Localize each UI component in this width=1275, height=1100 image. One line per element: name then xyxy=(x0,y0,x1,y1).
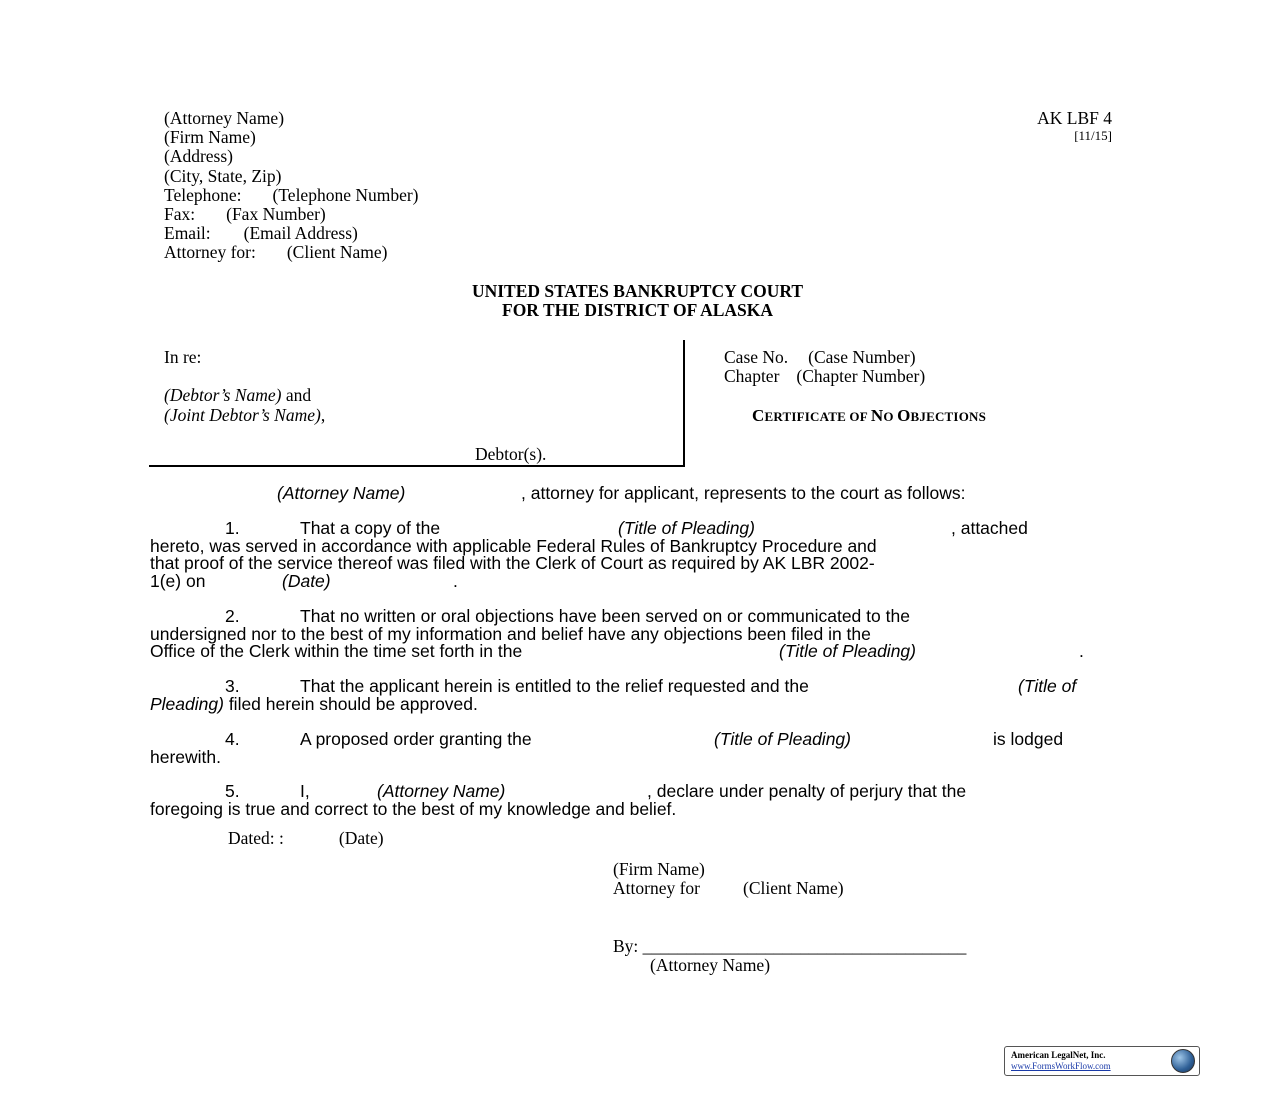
p4-text: is lodged xyxy=(993,729,1064,749)
title-of-pleading-field: Pleading) xyxy=(150,693,224,714)
paragraph-2 xyxy=(150,608,1100,661)
paragraph-4 xyxy=(150,731,1100,766)
p5-text: I, xyxy=(300,781,310,801)
intro-paragraph xyxy=(150,485,1100,503)
p3-text: filed herein should be approved. xyxy=(223,693,478,714)
court-district: FOR THE DISTRICT OF ALASKA xyxy=(502,300,773,321)
and-word: and xyxy=(281,385,312,406)
p5-line: foregoing is true and correct to the best of my knowledge and belief. xyxy=(150,798,677,819)
title-part: O xyxy=(883,409,898,424)
by-label: By: xyxy=(613,936,639,956)
title-of-pleading-field: (Title of xyxy=(1018,676,1077,696)
paragraph-5 xyxy=(150,783,1100,818)
case-no-row xyxy=(724,348,925,367)
paragraph-1 xyxy=(150,520,1100,590)
attorney-for-label: Attorney for: xyxy=(164,242,256,263)
p4-text: A proposed order granting the xyxy=(300,729,532,749)
case-info xyxy=(724,348,925,386)
publisher-url-link[interactable]: www.FormsWorkFlow.com xyxy=(1011,1061,1111,1071)
p2-line: undersigned nor to the best of my information and belief have any objections been filed in the xyxy=(150,623,871,644)
fax-label: Fax: xyxy=(164,203,196,224)
debtor-name: (Debtor’s Name) xyxy=(164,385,282,406)
chapter-value: (Chapter Number) xyxy=(796,366,926,387)
joint-debtor-name: (Joint Debtor’s Name) xyxy=(164,404,321,425)
date-field: (Date) xyxy=(282,570,331,591)
p3-text: That the applicant herein is entitled to the relief requested and the xyxy=(300,676,809,696)
p4-number: 4. xyxy=(225,729,240,749)
case-no-label: Case No. xyxy=(724,347,789,367)
title-of-pleading-field: (Title of Pleading) xyxy=(618,518,755,538)
by-signature-line xyxy=(613,936,966,957)
joint-debtor-comma: , xyxy=(320,404,326,425)
paragraph-3 xyxy=(150,678,1100,713)
p5-number: 5. xyxy=(225,781,240,801)
dated-value: (Date) xyxy=(338,828,384,848)
attorney-info-block xyxy=(164,109,419,263)
title-part: O xyxy=(897,406,911,425)
sig-attorney-for-label: Attorney for xyxy=(613,878,700,899)
caption-horizontal-rule xyxy=(149,465,685,467)
p1-line: hereto, was served in accordance with applicable Federal Rules of Bankruptcy Procedure and xyxy=(150,535,877,556)
attorney-name-field: (Attorney Name) xyxy=(277,483,406,503)
intro-text: , attorney for applicant, represents to the court as follows: xyxy=(521,483,966,503)
joint-debtor-row xyxy=(164,406,325,425)
title-part: BJECTIONS xyxy=(910,409,987,424)
telephone-value: (Telephone Number) xyxy=(272,184,419,205)
form-revision: [11/15] xyxy=(1074,128,1112,144)
telephone-row xyxy=(164,186,419,205)
title-of-pleading-field: (Title of Pleading) xyxy=(714,729,851,749)
form-identifier xyxy=(1037,109,1112,144)
title-of-pleading-field: (Title of Pleading) xyxy=(779,641,916,662)
title-part: N xyxy=(870,406,884,425)
email-value: (Email Address) xyxy=(243,223,358,244)
p4-line: herewith. xyxy=(150,746,222,767)
court-name: UNITED STATES BANKRUPTCY COURT xyxy=(471,281,804,301)
p1-text: 1(e) on xyxy=(150,570,206,591)
publisher-logo[interactable] xyxy=(1004,1046,1200,1076)
dated-row xyxy=(228,828,384,849)
attorney-for-value: (Client Name) xyxy=(286,242,388,263)
p2-text: . xyxy=(1079,641,1084,662)
title-part: C xyxy=(752,406,765,425)
form-code: AK LBF 4 xyxy=(1037,108,1112,128)
firm-name: (Firm Name) xyxy=(164,127,256,148)
dated-label: Dated: : xyxy=(228,828,284,848)
case-no-value: (Case Number) xyxy=(808,347,916,367)
p2-text: That no written or oral objections have been served on or communicated to the xyxy=(300,606,910,626)
city-state-zip: (City, State, Zip) xyxy=(164,165,282,186)
chapter-label: Chapter xyxy=(724,366,780,387)
debtors-label: Debtor(s). xyxy=(475,444,547,464)
email-row xyxy=(164,224,419,243)
chapter-row xyxy=(724,367,925,386)
email-label: Email: xyxy=(164,223,211,244)
fax-row xyxy=(164,205,419,224)
signature-block xyxy=(613,860,844,898)
signer-name: (Attorney Name) xyxy=(650,955,771,975)
p2-text: Office of the Clerk within the time set forth in the xyxy=(150,641,523,662)
telephone-label: Telephone: xyxy=(164,184,242,205)
p1-text: That a copy of the xyxy=(300,518,441,538)
caption-parties xyxy=(164,348,325,425)
fax-value: (Fax Number) xyxy=(226,203,326,224)
attorney-for-row xyxy=(164,243,419,262)
attorney-name: (Attorney Name) xyxy=(164,108,285,128)
signature-underline: _____________________________________ xyxy=(642,936,967,956)
publisher-name: American LegalNet, Inc. xyxy=(1011,1050,1106,1060)
court-heading xyxy=(0,282,1275,320)
p1-text: , attached xyxy=(951,518,1028,538)
sig-attorney-for-row xyxy=(613,879,844,898)
sig-client-name: (Client Name) xyxy=(743,878,844,899)
address: (Address) xyxy=(164,146,234,167)
debtor-row xyxy=(164,386,325,405)
globe-icon xyxy=(1171,1049,1195,1073)
attorney-name-field: (Attorney Name) xyxy=(377,781,506,801)
document-title xyxy=(752,406,986,426)
p3-number: 3. xyxy=(225,676,240,696)
caption-vertical-rule xyxy=(683,340,685,467)
p1-line: that proof of the service thereof was filed with the Clerk of Court as required by AK LBR 2002- xyxy=(150,553,875,574)
p1-text: . xyxy=(453,570,458,591)
p5-text: , declare under penalty of perjury that the xyxy=(647,781,967,801)
p1-number: 1. xyxy=(225,518,240,538)
in-re-label: In re: xyxy=(164,347,202,367)
title-part: ERTIFICATE OF xyxy=(764,409,871,424)
sig-firm-name: (Firm Name) xyxy=(613,859,705,879)
p2-number: 2. xyxy=(225,606,240,626)
